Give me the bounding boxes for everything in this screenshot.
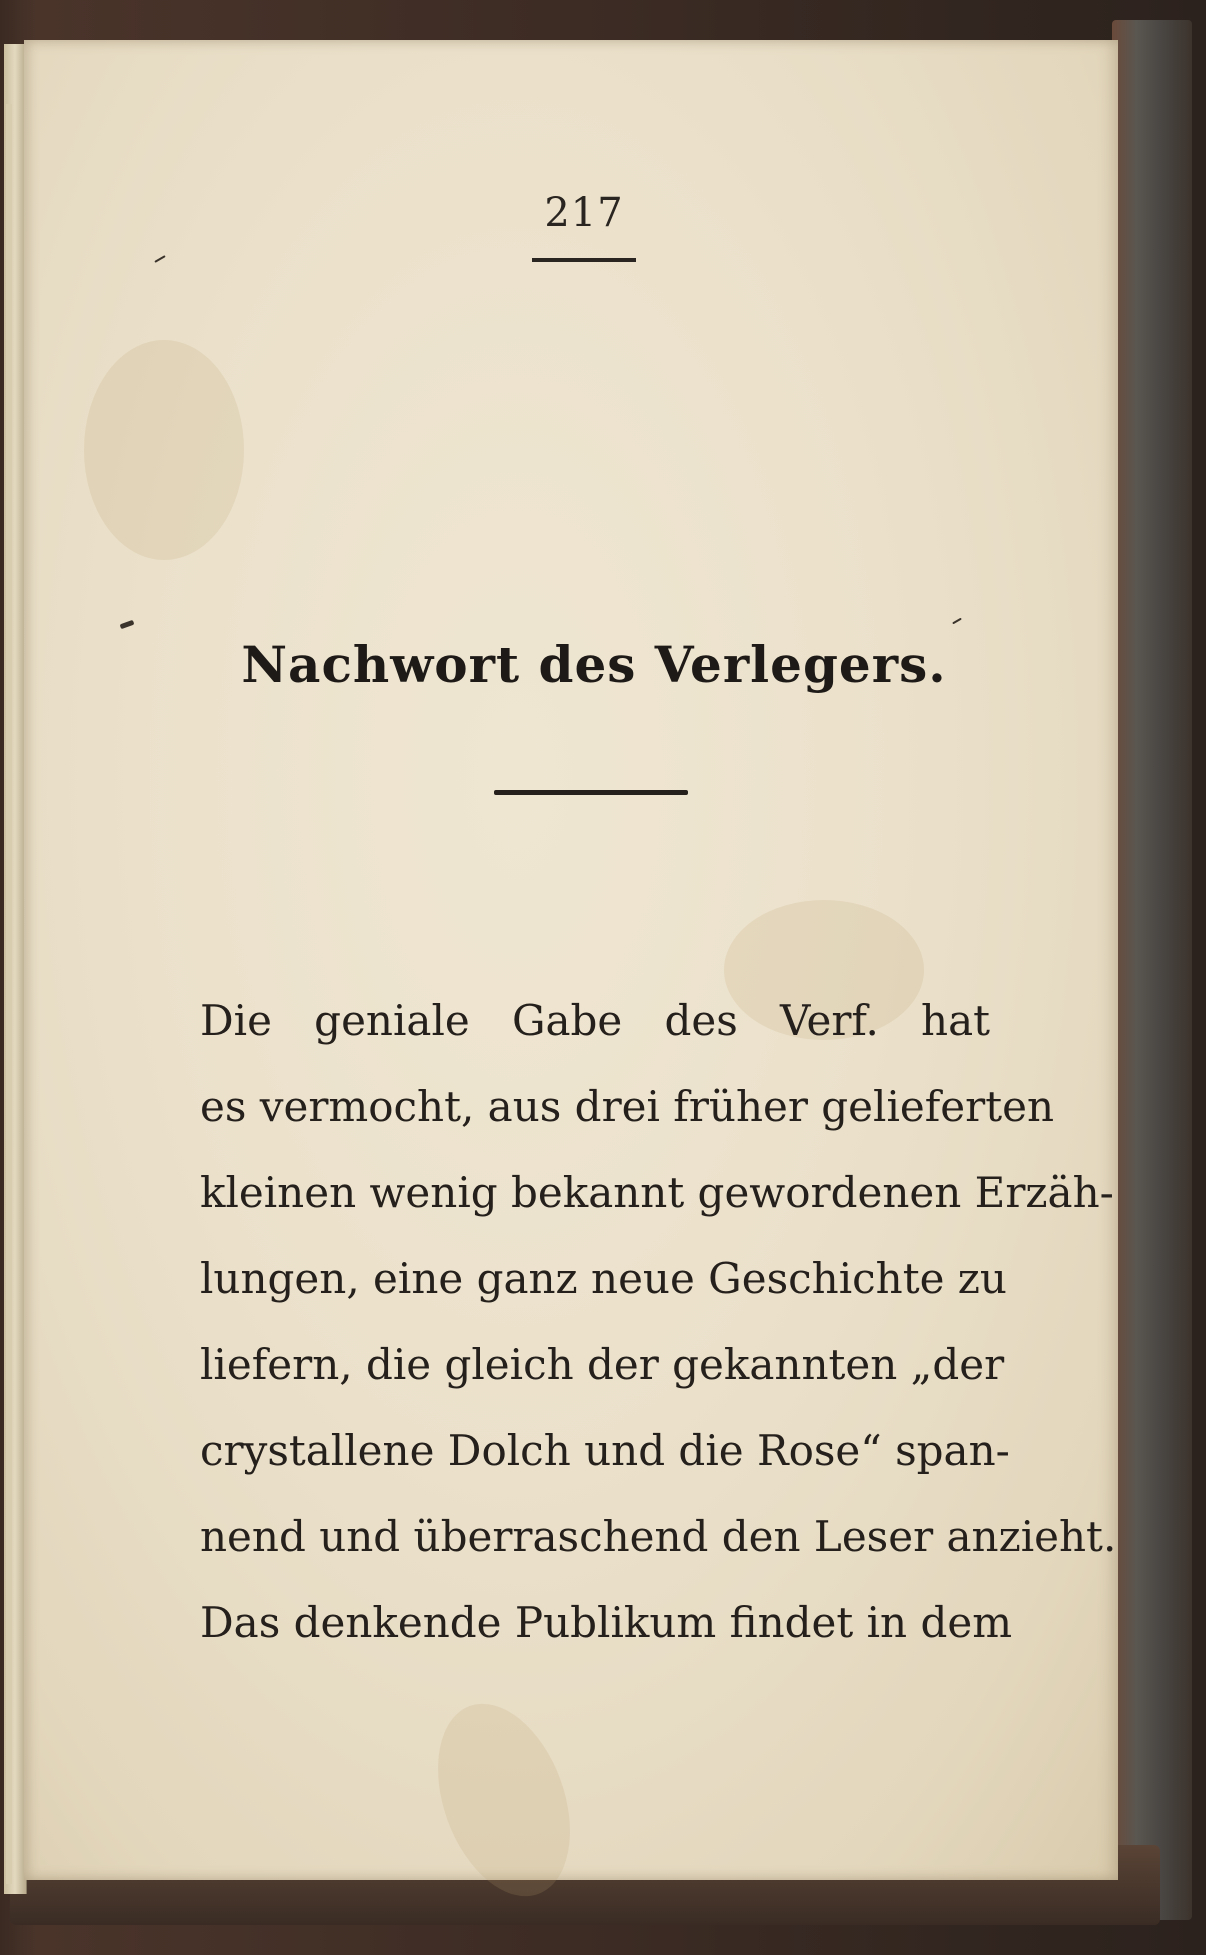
page-number: 217 xyxy=(544,190,624,236)
text-line-2: es vermocht, aus drei früher gelieferten xyxy=(200,1082,1055,1131)
text-line-1: Die geniale Gabe des Verf. hat xyxy=(200,996,990,1045)
book-spine-edge xyxy=(1112,20,1192,1920)
text-line-7: nend und überraschend den Leser anzieht. xyxy=(200,1512,1117,1561)
chapter-heading: Nachwort des Verlegers. xyxy=(241,635,947,694)
ink-speck xyxy=(154,255,165,263)
ink-speck xyxy=(120,620,135,629)
text-line-6: crystallene Dolch und die Rose“ span- xyxy=(200,1426,1010,1475)
text-line-8: Das denkende Publikum findet in dem xyxy=(200,1598,1013,1647)
page-number-rule xyxy=(532,258,636,262)
ink-speck xyxy=(952,618,962,625)
book-page xyxy=(24,40,1118,1880)
text-line-4: lungen, eine ganz neue Geschichte zu xyxy=(200,1254,1007,1303)
text-line-3: kleinen wenig bekannt gewordenen Erzäh- xyxy=(200,1168,1114,1217)
text-line-5: liefern, die gleich der gekannten „der xyxy=(200,1340,1005,1389)
heading-divider xyxy=(494,790,688,795)
